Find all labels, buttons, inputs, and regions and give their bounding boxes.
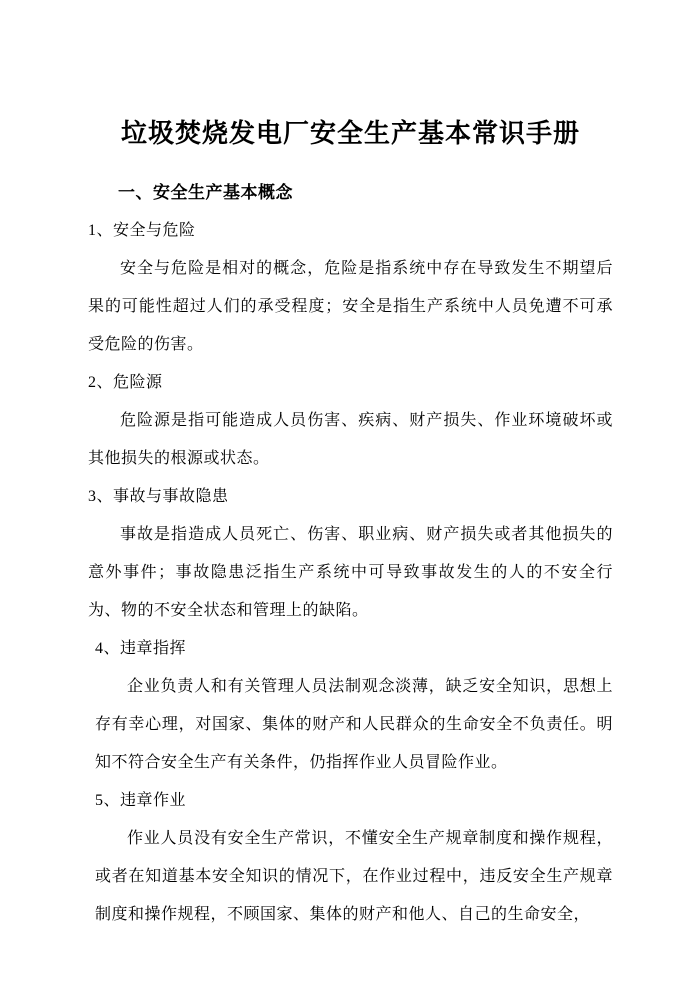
item-label: 4、违章指挥 (95, 640, 187, 657)
list-item (95, 782, 613, 934)
item-body: 作业人员没有安全生产常识，不懂安全生产规章制度和操作规程，或者在知道基本安全知识的情况下，在作业过程中，违反安全生产规章制度和操作规程，不顾国家、集体的财产和他人、自己的生命安全， (95, 830, 613, 923)
item-body: 事故是指造成人员死亡、伤害、职业病、财产损失或者其他损失的意外事件；事故隐患泛指生产系统中可导致事故发生的人的不安全行为、物的不安全状态和管理上的缺陷。 (88, 526, 613, 619)
list-item (95, 630, 613, 782)
item-label: 5、违章作业 (95, 792, 187, 809)
item-label: 2、危险源 (88, 374, 163, 391)
section-heading: 一、安全生产基本概念 (118, 183, 293, 202)
item-body: 企业负责人和有关管理人员法制观念淡薄，缺乏安全知识，思想上存有幸心理，对国家、集体的财产和人民群众的生命安全不负责任。明知不符合安全生产有关条件，仍指挥作业人员冒险作业。 (95, 678, 613, 771)
item-label: 1、安全与危险 (88, 222, 196, 239)
item-label: 3、事故与事故隐患 (88, 488, 229, 505)
list-item (88, 212, 613, 364)
list-item (88, 364, 613, 478)
item-body: 危险源是指可能造成人员伤害、疾病、财产损失、作业环境破坏或其他损失的根源或状态。 (88, 412, 613, 467)
document-title: 垃圾焚烧发电厂安全生产基本常识手册 (120, 119, 580, 148)
list-item (88, 478, 613, 630)
item-body: 安全与危险是相对的概念，危险是指系统中存在导致发生不期望后果的可能性超过人们的承受程度；安全是指生产系统中人员免遭不可承受危险的伤害。 (88, 260, 613, 353)
